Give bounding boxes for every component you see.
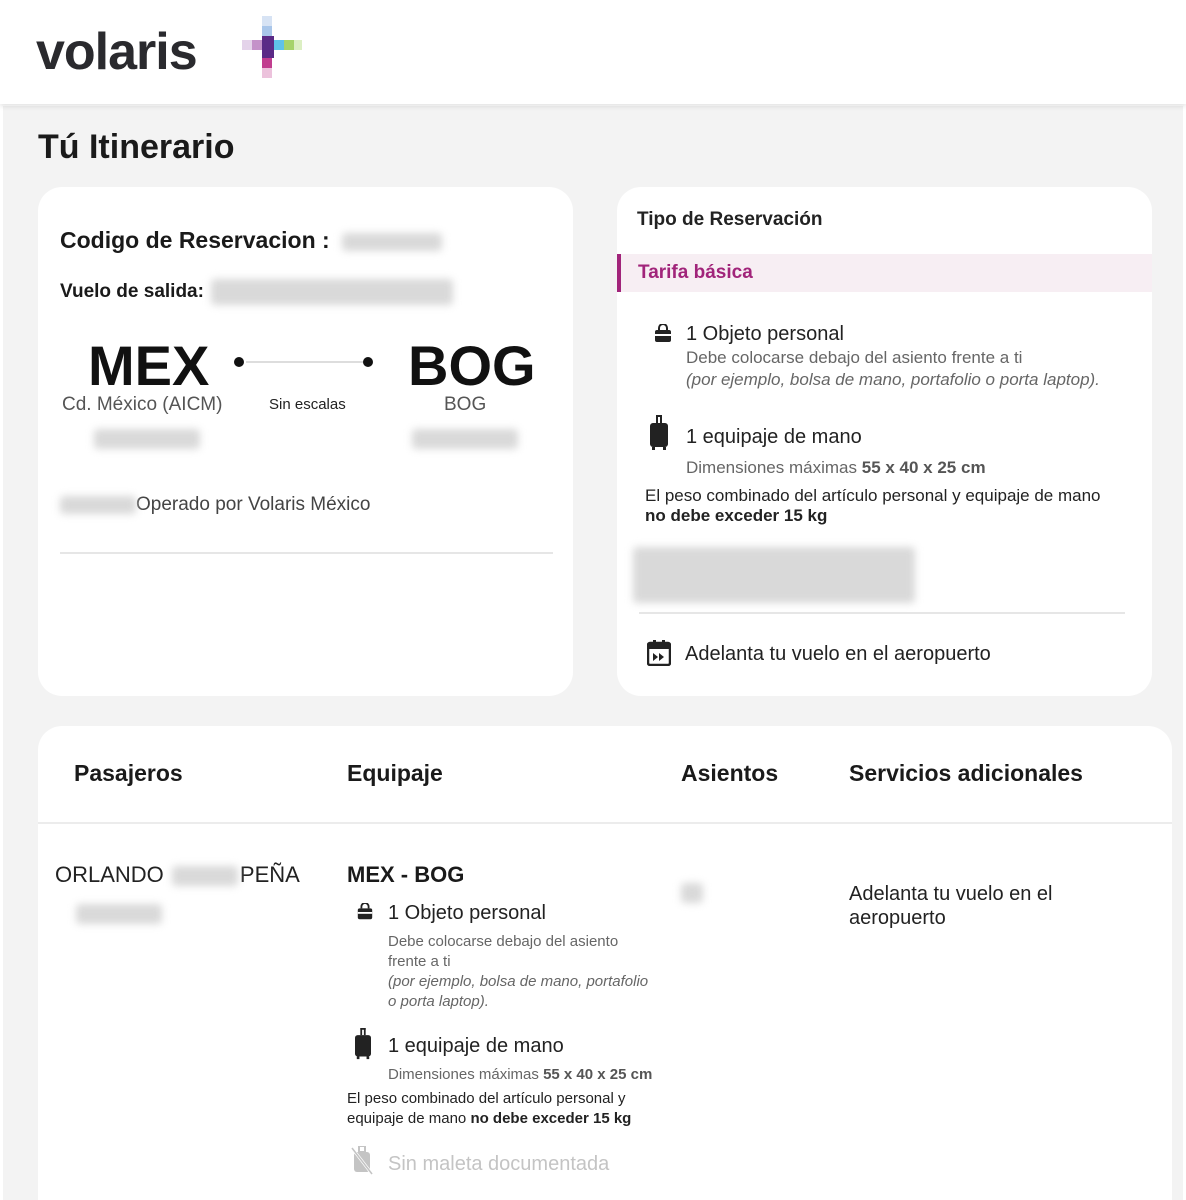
operated-by-label: Operado por Volaris México — [136, 494, 371, 515]
baggage-route: MEX - BOG — [347, 862, 465, 887]
promo-banner-redacted — [633, 547, 915, 603]
personal-item-bag-icon — [356, 903, 374, 921]
passenger-last-name: PEÑA — [239, 862, 300, 887]
weight-note-prefix: El peso combinado del artículo personal y equipaje de mano — [645, 486, 1101, 505]
departure-time-redacted — [94, 429, 200, 449]
carry-on-dims-value: 55 x 40 x 25 cm — [861, 458, 986, 477]
weight-note-limit: no debe exceder 15 kg — [645, 506, 828, 525]
personal-item-example: (por ejemplo, bolsa de mano, portafolio o porta laptop). — [686, 370, 1100, 389]
arrival-time-redacted — [412, 429, 518, 449]
reservation-code-label: Codigo de Reservacion : — [60, 227, 330, 253]
page-title: Tú Itinerario — [38, 128, 235, 166]
header-baggage: Equipaje — [347, 760, 443, 786]
route-destination-dot — [363, 357, 373, 367]
passenger-middle-name-redacted — [172, 866, 238, 886]
row-dims-value: 55 x 40 x 25 cm — [543, 1066, 653, 1083]
row-weight-note-1: El peso combinado del artículo personal y — [347, 1090, 626, 1107]
carry-on-suitcase-icon — [354, 1028, 372, 1060]
reservation-divider — [60, 552, 553, 554]
no-checked-bag-label: Sin maleta documentada — [388, 1153, 610, 1175]
flight-number-redacted — [60, 496, 136, 514]
personal-item-bag-icon — [653, 324, 673, 344]
calendar-fast-forward-icon[interactable] — [647, 640, 671, 666]
header-passengers: Pasajeros — [74, 760, 183, 786]
table-header-divider — [38, 822, 1172, 824]
seat-number-redacted — [681, 883, 703, 903]
passenger-first-name: ORLANDO — [55, 862, 164, 887]
passengers-table — [38, 726, 1172, 1200]
weight-limit-note — [645, 486, 1105, 526]
passenger-second-last-name-redacted — [76, 904, 162, 924]
destination-code: BOG — [408, 334, 536, 397]
row-personal-item-ex-1: (por ejemplo, bolsa de mano, portafolio — [388, 973, 649, 990]
header-seats: Asientos — [681, 760, 779, 786]
carry-on-dims-label: Dimensiones máximas — [686, 458, 857, 477]
fare-banner — [617, 254, 1152, 292]
personal-item-desc: Debe colocarse debajo del asiento frente a ti — [686, 348, 1023, 367]
row-carry-on-dimensions — [388, 1065, 652, 1085]
reservation-card — [38, 187, 573, 696]
row-weight-note — [347, 1089, 687, 1129]
departure-date-redacted — [211, 279, 453, 305]
reservation-code-redacted — [342, 233, 442, 251]
volaris-plus-logo-icon — [236, 16, 302, 80]
row-personal-item-desc-2: frente a ti — [388, 953, 451, 970]
no-checked-bag-icon — [350, 1146, 374, 1176]
header-services: Servicios adicionales — [849, 760, 1083, 786]
carry-on-suitcase-icon — [649, 415, 669, 451]
departure-flight-label: Vuelo de salida: — [60, 281, 204, 303]
additional-service — [849, 882, 1053, 930]
carry-on-title: 1 equipaje de mano — [686, 426, 862, 448]
row-personal-item-desc — [388, 932, 688, 1012]
row-dims-label: Dimensiones máximas — [388, 1066, 539, 1083]
row-personal-item-ex-2: o porta laptop). — [388, 993, 489, 1010]
reservation-type-card — [617, 187, 1152, 696]
passenger-name — [55, 862, 300, 888]
personal-item-title: 1 Objeto personal — [686, 323, 844, 345]
row-weight-note-2-prefix: equipaje de mano — [347, 1110, 467, 1127]
origin-city: Cd. México (AICM) — [62, 394, 223, 415]
fare-name: Tarifa básica — [638, 262, 753, 283]
row-weight-note-2 — [347, 1109, 687, 1129]
advance-flight-link[interactable]: Adelanta tu vuelo en el aeropuerto — [685, 643, 991, 665]
additional-service-line-1: Adelanta tu vuelo en el — [849, 883, 1053, 905]
additional-service-line-2: aeropuerto — [849, 907, 946, 929]
flight-operator-row — [60, 494, 370, 516]
route-origin-dot — [234, 357, 244, 367]
reservation-type-title: Tipo de Reservación — [637, 209, 823, 230]
row-weight-note-limit: no debe exceder 15 kg — [470, 1110, 632, 1127]
carry-on-dimensions — [686, 458, 986, 478]
volaris-logo[interactable]: volaris — [36, 23, 197, 81]
reservation-code-row — [60, 227, 442, 254]
site-header — [0, 0, 1186, 104]
reservation-type-divider — [639, 612, 1125, 614]
destination-city: BOG — [444, 394, 487, 415]
row-carry-on-title: 1 equipaje de mano — [388, 1035, 564, 1057]
route-line — [246, 361, 364, 363]
origin-code: MEX — [88, 334, 210, 397]
row-personal-item-desc-1: Debe colocarse debajo del asiento — [388, 933, 619, 950]
departure-flight-row — [60, 279, 453, 305]
stops-label: Sin escalas — [269, 396, 346, 413]
row-personal-item-title: 1 Objeto personal — [388, 902, 546, 924]
